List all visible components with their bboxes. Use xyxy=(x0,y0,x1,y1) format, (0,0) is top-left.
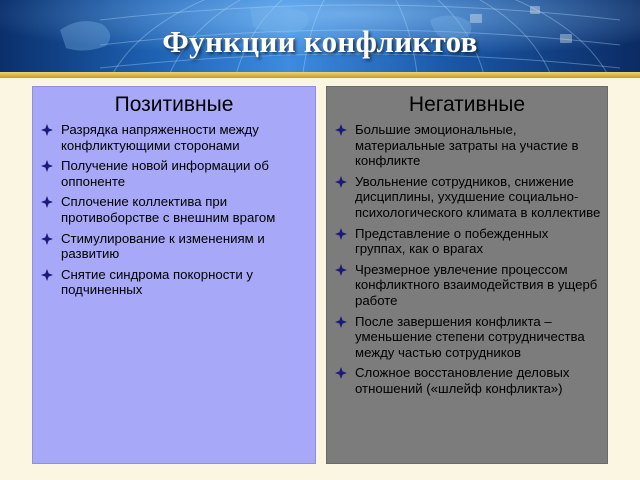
positive-panel xyxy=(32,86,316,464)
header-divider xyxy=(0,72,640,78)
diamond-bullet-icon xyxy=(41,160,53,172)
header-banner xyxy=(0,0,640,72)
item-text: Увольнение сотрудников, снижение дисциплины, ухудшение социально-психологического климата в коллективе xyxy=(355,173,601,220)
list-item xyxy=(39,231,309,262)
list-item xyxy=(333,174,601,221)
list-item xyxy=(39,158,309,189)
item-text: Стимулирование к изменениям и развитию xyxy=(61,230,265,262)
item-text: Большие эмоциональные, материальные затраты на участие в конфликте xyxy=(355,122,579,169)
item-text: Представление о побежденных группах, как о врагах xyxy=(355,225,549,257)
negative-panel xyxy=(326,86,608,464)
diamond-bullet-icon xyxy=(41,233,53,245)
item-text: Получение новой информации об оппоненте xyxy=(61,158,269,189)
list-item xyxy=(333,365,601,396)
diamond-bullet-icon xyxy=(335,264,347,276)
diamond-bullet-icon xyxy=(335,124,347,136)
page-title: Функции конфликтов xyxy=(162,24,478,59)
list-item xyxy=(333,262,601,309)
positive-title: Позитивные xyxy=(114,93,234,116)
diamond-bullet-icon xyxy=(335,228,347,240)
item-text: Чрезмерное увлечение процессом конфликтного взаимодействия в ущерб работе xyxy=(355,261,598,308)
list-item xyxy=(333,314,601,361)
item-text: Сложное восстановление деловых отношений («шлейф конфликта») xyxy=(355,365,570,396)
item-text: Снятие синдрома покорности у подчиненных xyxy=(61,266,253,298)
diamond-bullet-icon xyxy=(41,124,53,136)
item-text: После завершения конфликта – уменьшение степени сотрудничества между частью сотрудников xyxy=(355,313,585,360)
positive-list xyxy=(39,122,309,298)
diamond-bullet-icon xyxy=(41,196,53,208)
negative-list xyxy=(333,122,601,397)
list-item xyxy=(333,122,601,169)
list-item xyxy=(39,194,309,225)
negative-title: Негативные xyxy=(408,93,526,116)
diamond-bullet-icon xyxy=(335,316,347,328)
list-item xyxy=(333,226,601,257)
diamond-bullet-icon xyxy=(41,269,53,281)
list-item xyxy=(39,122,309,153)
diamond-bullet-icon xyxy=(335,367,347,379)
diamond-bullet-icon xyxy=(335,176,347,188)
list-item xyxy=(39,267,309,298)
item-text: Разрядка напряженности между конфликтующими сторонами xyxy=(61,122,259,153)
item-text: Сплочение коллектива при противоборстве с внешним врагом xyxy=(61,194,276,225)
